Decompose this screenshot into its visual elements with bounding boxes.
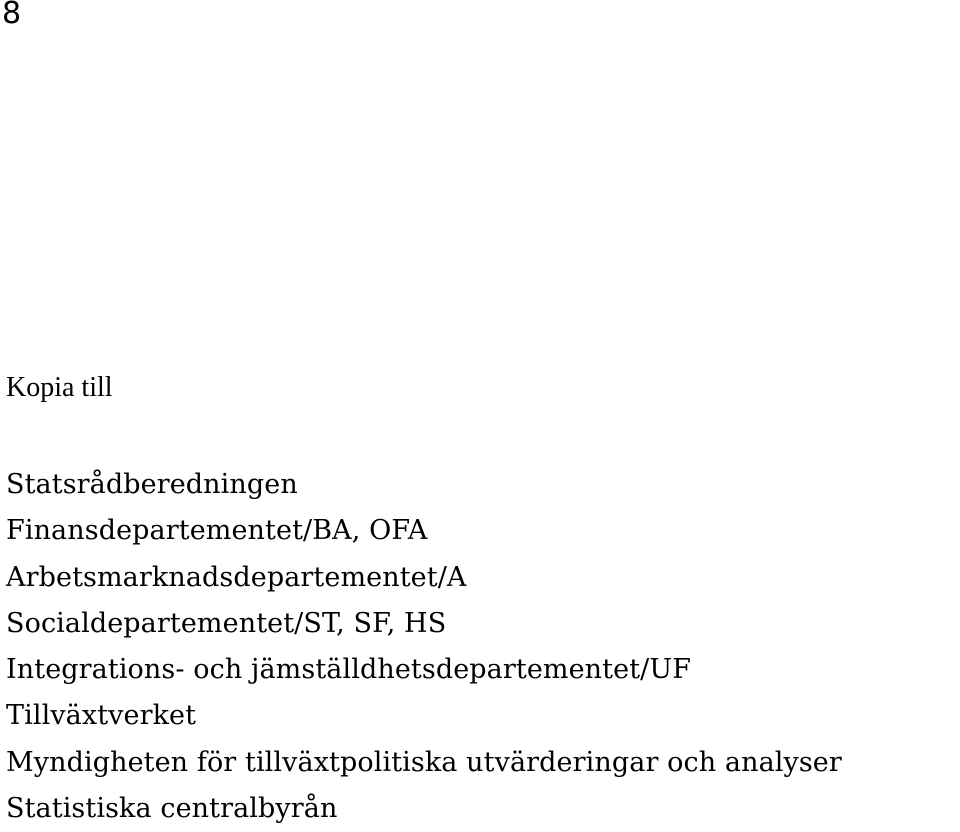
recipient-item: Socialdepartementet/ST, SF, HS — [6, 607, 447, 639]
recipient-item: Finansdepartementet/BA, OFA — [6, 515, 428, 547]
copy-to-heading: Kopia till — [6, 372, 113, 403]
recipient-item: Statistiska centralbyrån — [6, 793, 338, 825]
recipient-list — [6, 462, 842, 832]
recipient-item: Myndigheten för tillväxtpolitiska utvärderingar och analyser — [6, 746, 842, 778]
recipient-item: Tillväxtverket — [6, 700, 197, 732]
recipient-item: Arbetsmarknadsdepartementet/A — [6, 561, 467, 593]
recipient-item: Statsrådberedningen — [6, 469, 298, 500]
page-number: 8 — [2, 0, 22, 31]
recipient-item: Integrations- och jämställdhetsdepartementet/UF — [6, 654, 692, 686]
